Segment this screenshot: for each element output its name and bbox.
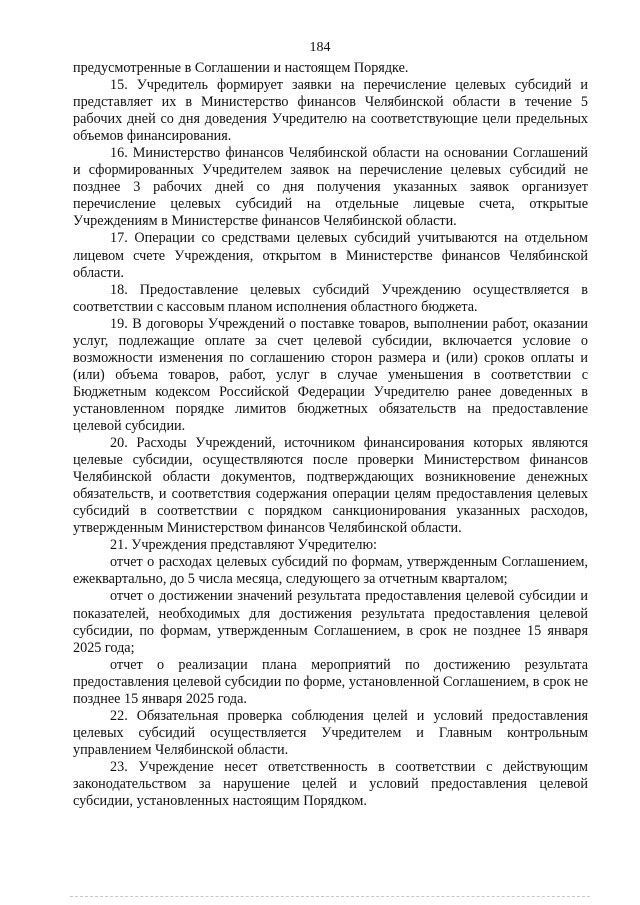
paragraph-20: 20. Расходы Учреждений, источником финансирования которых являются целевые субсидии, осуществляются после проверки Министерством финансов Челябинской области документов, подтверждающих возникновение денежных обязательств, и соответствия содержания операции целям предоставления целевых субсидий в соответствии с порядком санкционирования указанных расходов, утвержденным Министерством финансов Челябинской области.: [73, 435, 588, 537]
paragraph-continuation: предусмотренные в Соглашении и настоящем Порядке.: [73, 60, 409, 76]
paragraph-16: 16. Министерство финансов Челябинской области на основании Соглашений и сформированных Учредителем заявок на перечисление целевых субсидий не позднее 3 рабочих дней со дня получения указанных заявок организует перечисление целевых субсидий на отдельные лицевые счета, открытые Учреждениям в Министерстве финансов Челябинской области.: [73, 145, 588, 230]
paragraph-21: 21. Учреждения представляют Учредителю:: [110, 537, 377, 554]
paragraph-22: 22. Обязательная проверка соблюдения целей и условий предоставления целевых субсидий осуществляется Учредителем и Главным контрольным управлением Челябинской области.: [73, 707, 588, 758]
paragraph-21-report-expenses: отчет о расходах целевых субсидий по формам, утвержденным Соглашением, ежеквартально, до 5 числа месяца, следующего за отчетным кварталом;: [73, 554, 588, 588]
page-number: 184: [309, 40, 331, 55]
paragraph-23: 23. Учреждение несет ответственность в соответствии с действующим законодательством за нарушение целей и условий предоставления целевой субсидии, установленных настоящим Порядком.: [73, 758, 588, 810]
paragraph-17: 17. Операции со средствами целевых субсидий учитываются на отдельном лицевом счете Учреждения, открытом в Министерстве финансов Челябинской области.: [73, 230, 588, 281]
paragraph-19: 19. В договоры Учреждений о поставке товаров, выполнении работ, оказании услуг, подлежащие оплате за счет целевой субсидии, включается условие о возможности изменения по соглашению сторон размера и (или) сроков оплаты и (или) объема товаров, работ, услуг в случае уменьшения в соответствии с Бюджетным кодексом Российской Федерации Учредителю ранее доведенных в установленном порядке лимитов бюджетных обязательств на предоставление целевой субсидии.: [73, 315, 588, 434]
paragraph-21-report-plan: отчет о реализации плана мероприятий по достижению результата предоставления целевой субсидии по форме, установленной Соглашением, в срок не позднее 15 января 2025 года.: [73, 656, 588, 707]
paragraph-18: 18. Предоставление целевых субсидий Учреждению осуществляется в соответствии с кассовым планом исполнения областного бюджета.: [73, 281, 588, 315]
paragraph-21-report-results: отчет о достижении значений результата предоставления целевой субсидии и показателей, необходимых для достижения результата предоставления целевой субсидии, по формам, утвержденным Соглашением, в срок не позднее 15 января 2025 года;: [73, 588, 588, 656]
page-bottom-edge: [70, 896, 590, 897]
paragraph-15: 15. Учредитель формирует заявки на перечисление целевых субсидий и представляет их в Министерство финансов Челябинской области в течение 5 рабочих дней со дня доведения Учредителю на соответствующие цели предельных объемов финансирования.: [73, 77, 588, 145]
document-body: [73, 60, 588, 810]
